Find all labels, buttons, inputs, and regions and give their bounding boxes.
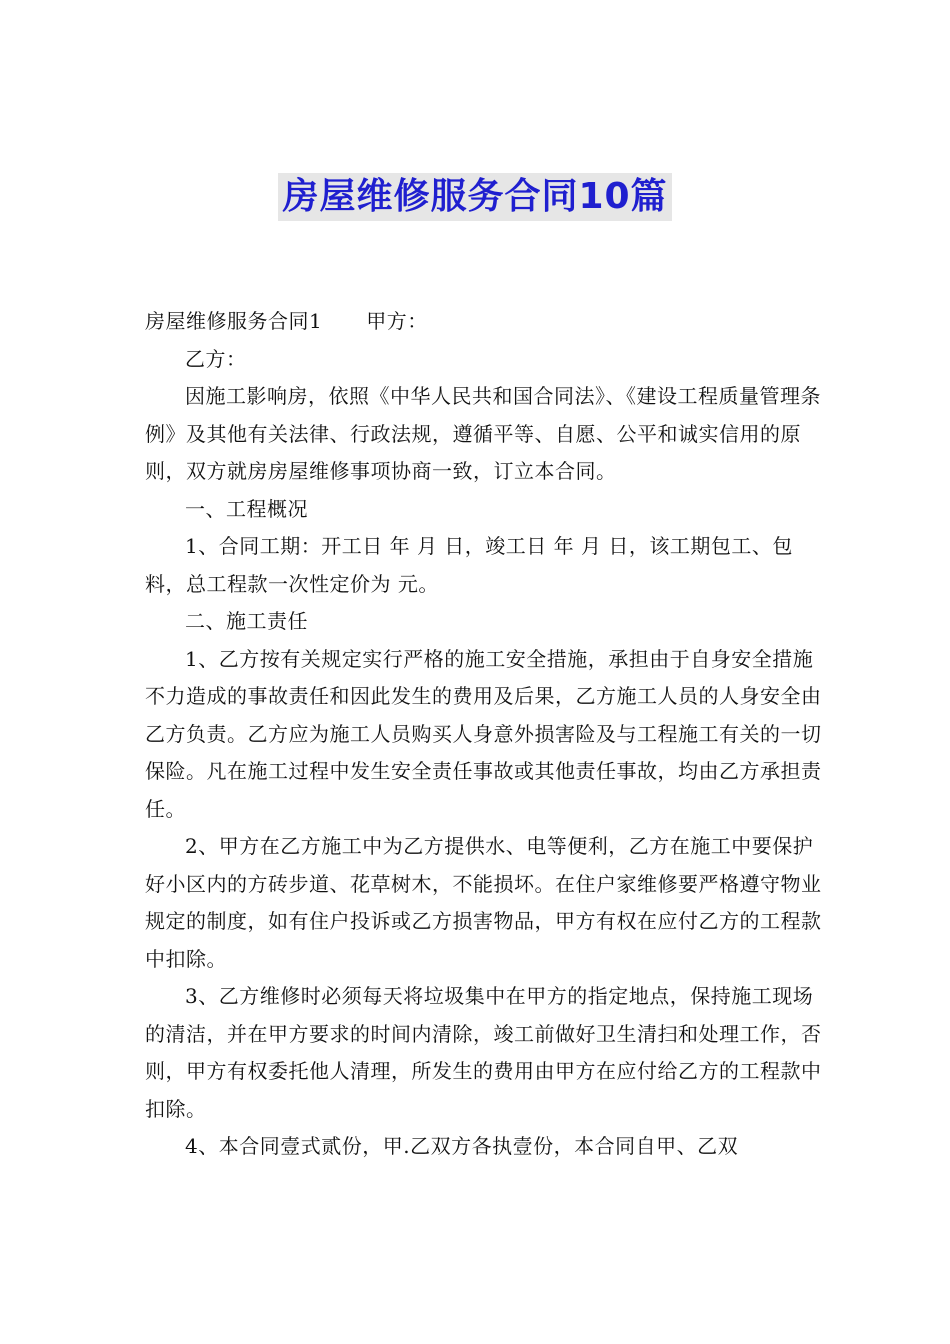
document-title: 房屋维修服务合同10篇: [278, 173, 671, 221]
clause-copies: 4、本合同壹式贰份，甲.乙双方各执壹份，本合同自甲、乙双: [185, 1134, 739, 1158]
clause-site-cleaning: 3、乙方维修时必须每天将垃圾集中在甲方的指定地点，保持施工现场的清洁，并在甲方要求的时间内清除，竣工前做好卫生清扫和处理工作，否则，甲方有权委托他人清理，所发生的费用由甲方在应付给乙方的工程款中扣除。: [145, 984, 822, 1121]
party-a-label: 甲方：: [366, 309, 428, 333]
contract-heading: 房屋维修服务合同1: [145, 309, 323, 333]
title-container: [0, 173, 950, 221]
section-heading-construction-responsibility: 二、施工责任: [185, 609, 308, 633]
preamble-paragraph: 因施工影响房，依照《中华人民共和国合同法》、《建设工程质量管理条例》及其他有关法律、行政法规，遵循平等、自愿、公平和诚实信用的原则，双方就房房屋维修事项协商一致，订立本合同。: [145, 384, 821, 483]
opening-line: [145, 303, 830, 341]
party-b-label: 乙方：: [185, 346, 247, 371]
document-body: [145, 303, 830, 1166]
section-heading-project-overview: 一、工程概况: [185, 496, 308, 521]
clause-party-a-support: 2、甲方在乙方施工中为乙方提供水、电等便利，乙方在施工中要保护好小区内的方砖步道、花草树木，不能损坏。在住户家维修要严格遵守物业规定的制度，如有住户投诉或乙方损害物品，甲方有权在应付乙方的工程款中扣除。: [145, 834, 822, 971]
clause-contract-period: 1、合同工期：开工日 年 月 日，竣工日 年 月 日，该工期包工、包料，总工程款一次性定价为 元。: [145, 534, 793, 596]
clause-safety-responsibility: 1、乙方按有关规定实行严格的施工安全措施，承担由于自身安全措施不力造成的事故责任和因此发生的费用及后果，乙方施工人员的人身安全由乙方负责。乙方应为施工人员购买人身意外损害险及与工程施工有关的一切保险。凡在施工过程中发生安全责任事故或其他责任事故，均由乙方承担责任。: [145, 646, 822, 821]
